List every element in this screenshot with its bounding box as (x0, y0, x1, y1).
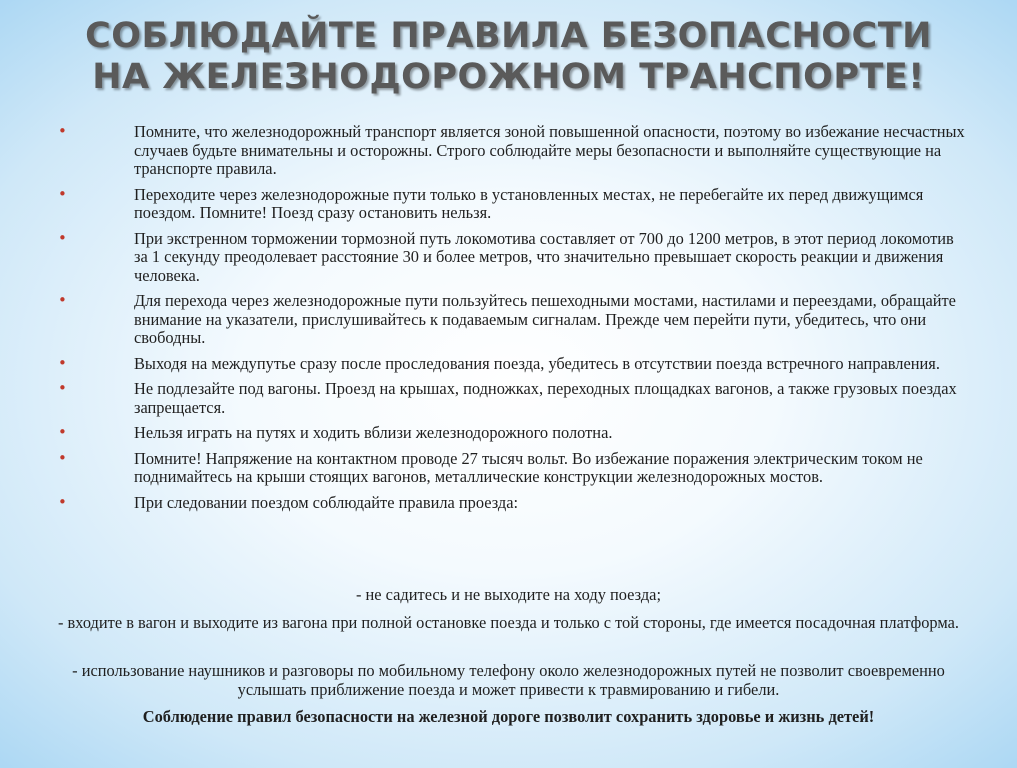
rule-item (0, 494, 1017, 513)
rule-item (0, 450, 1017, 487)
rule-item (0, 123, 1017, 179)
rule-text: Не подлезайте под вагоны. Проезд на крышах, подножках, переходных площадках вагонов, а также грузовых поездах запрещается. (134, 379, 957, 417)
bullet-icon: • (58, 448, 67, 467)
rule-text: Для перехода через железнодорожные пути пользуйтесь пешеходными мостами, настилами и переездами, обращайте внимание на указатели, прислушивайтесь к подаваемым сигналам. Прежде чем перейти пути, убедитесь, что они свободны. (134, 291, 956, 347)
title-line-2: НА ЖЕЛЕЗНОДОРОЖНОМ ТРАНСПОРТЕ! (92, 57, 925, 97)
rule-text: Нельзя играть на путях и ходить вблизи железнодорожного полотна. (134, 423, 613, 442)
rule-item (0, 230, 1017, 286)
conclusion: Соблюдение правил безопасности на железной дороге позволит сохранить здоровье и жизнь детей! (142, 707, 875, 726)
bullet-icon: • (58, 291, 67, 309)
rules-list (0, 123, 1017, 519)
bullet-icon: • (58, 184, 67, 203)
bullet-icon: • (58, 122, 67, 140)
rule-text: Помните! Напряжение на контактном проводе 27 тысяч вольт. Во избежание поражения электрическим током не поднимайтесь на крыши стоящих вагонов, металлические конструкции железнодорожных мостов. (134, 448, 923, 486)
rule-text: Выходя на междупутье сразу после проследования поезда, убедитесь в отсутствии поезда встречного направления. (134, 353, 940, 373)
bullet-icon: • (58, 379, 67, 397)
rule-item (0, 424, 1017, 443)
bullet-icon: • (58, 492, 67, 511)
bullet-icon: • (58, 353, 67, 372)
sub-rule-2: - входите в вагон и выходите из вагона при полной остановке поезда и только с той стороны, где имеется посадочная платформа. (57, 613, 960, 632)
title-line-1: СОБЛЮДАЙТЕ ПРАВИЛА БЕЗОПАСНОСТИ (85, 16, 932, 56)
sub-rule-1: - не садитесь и не выходите на ходу поезда; (355, 585, 662, 604)
bullet-icon: • (58, 228, 67, 247)
rule-text: При следовании поездом соблюдайте правила проезда: (134, 492, 519, 512)
rule-text: Помните, что железнодорожный транспорт является зоной повышенной опасности, поэтому во избежание несчастных случаев будьте внимательны и осторожны. Строго соблюдайте меры безопасности и выполняйте существующие на транспорте правила. (134, 122, 965, 178)
rule-item (0, 186, 1017, 223)
bullet-icon: • (58, 423, 67, 441)
rule-text: Переходите через железнодорожные пути только в установленных местах, не перебегайте их перед движущимся поездом. Помните! Поезд сразу остановить нельзя. (134, 184, 924, 222)
sub-rule-3: - использование наушников и разговоры по мобильному телефону около железнодорожных путей не позволит своевременно услышать приближение поезда и может привести к травмированию и гибели. (72, 661, 945, 699)
rule-item (0, 380, 1017, 417)
slide-title (0, 16, 1017, 98)
rule-text: При экстренном торможении тормозной путь локомотива составляет от 700 до 1200 метров, в этот период локомотив за 1 секунду преодолевает расстояние 30 и более метров, что значительно превышает скорость реакции и движения человека. (134, 228, 954, 285)
rule-item (0, 292, 1017, 348)
rule-item (0, 355, 1017, 374)
